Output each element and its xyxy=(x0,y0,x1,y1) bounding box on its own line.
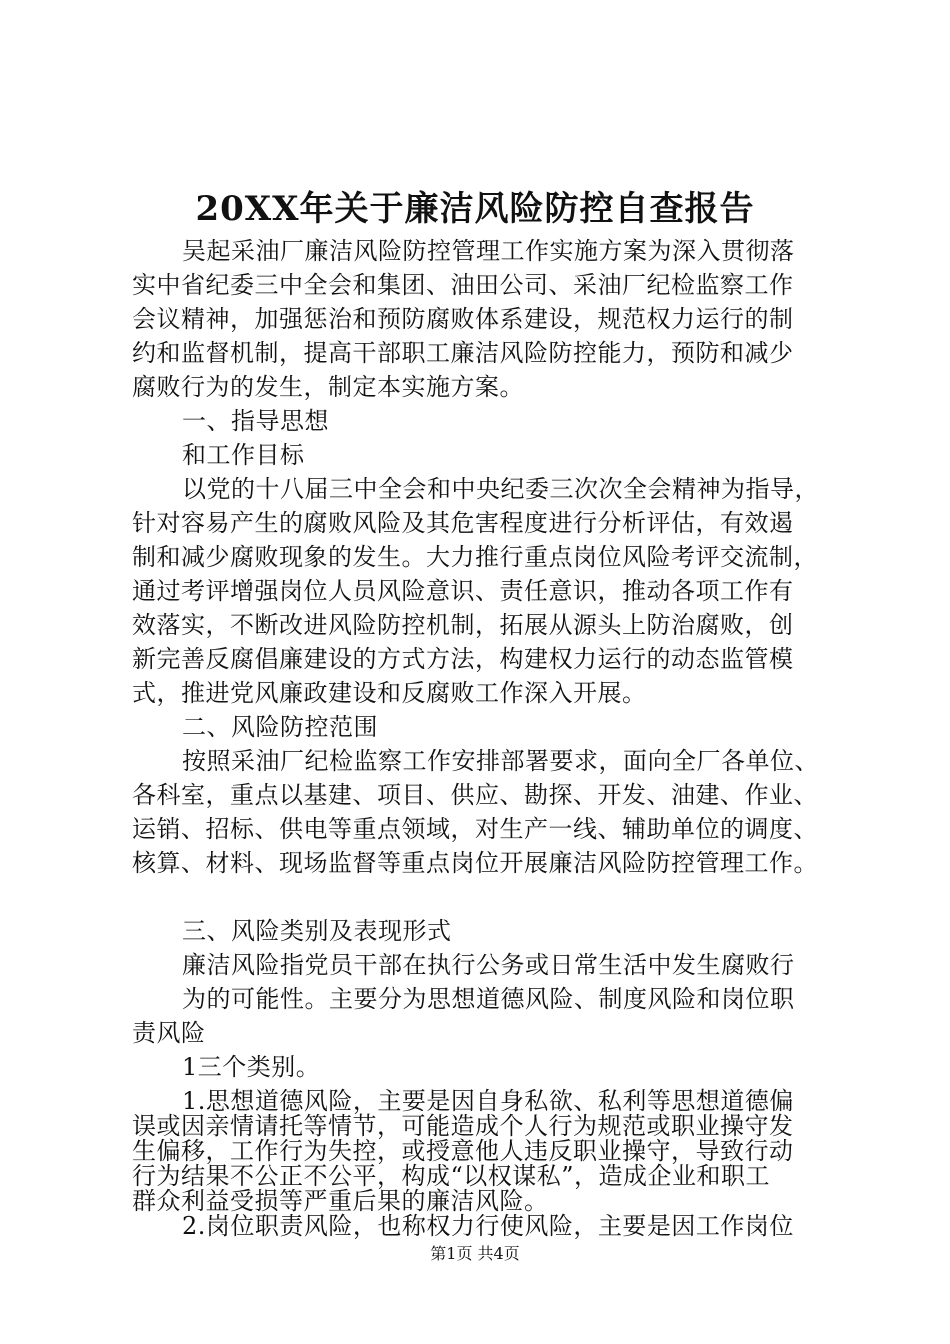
body-line: 误或因亲情请托等情节，可能造成个人行为规范或职业操守发 xyxy=(132,1112,794,1140)
body-line: 廉洁风险指党员干部在执行公务或日常生活中发生腐败行 xyxy=(182,951,795,979)
body-line: 腐败行为的发生，制定本实施方案。 xyxy=(132,373,524,401)
body-line: 1.思想道德风险，主要是因自身私欲、私利等思想道德偏 xyxy=(182,1087,794,1115)
body-line: 式，推进党风廉政建设和反腐败工作深入开展。 xyxy=(132,679,647,707)
body-line: 生偏移，工作行为失控，或授意他人违反职业操守，导致行动 xyxy=(132,1137,794,1165)
body-line: 通过考评增强岗位人员风险意识、责任意识，推动各项工作有 xyxy=(132,577,794,605)
section-heading: 二、风险防控范围 xyxy=(182,713,378,741)
section-heading: 和工作目标 xyxy=(182,441,305,469)
body-line: 责风险 xyxy=(132,1019,206,1047)
body-line: 1三个类别。 xyxy=(182,1053,321,1081)
body-line: 2.岗位职责风险，也称权力行使风险，主要是因工作岗位 xyxy=(182,1212,794,1240)
body-line: 行为结果不公正不公平，构成“以权谋私”，造成企业和职工 xyxy=(132,1162,771,1190)
page-footer: 第1页 共4页 xyxy=(430,1244,520,1263)
body-line: 核算、材料、现场监督等重点岗位开展廉洁风险防控管理工作。 xyxy=(132,849,818,877)
body-line: 各科室，重点以基建、项目、供应、勘探、开发、油建、作业、 xyxy=(132,781,818,809)
body-line: 运销、招标、供电等重点领域，对生产一线、辅助单位的调度、 xyxy=(132,815,818,843)
document-title: 20XX年关于廉洁风险防控自查报告 xyxy=(195,189,755,229)
body-line: 实中省纪委三中全会和集团、油田公司、采油厂纪检监察工作 xyxy=(132,271,794,299)
body-line: 约和监督机制，提高干部职工廉洁风险防控能力，预防和减少 xyxy=(132,339,794,367)
body-line: 会议精神，加强惩治和预防腐败体系建设，规范权力运行的制 xyxy=(132,305,794,333)
body-line: 针对容易产生的腐败风险及其危害程度进行分析评估，有效遏 xyxy=(132,509,794,537)
section-heading: 一、指导思想 xyxy=(182,407,329,435)
body-line: 新完善反腐倡廉建设的方式方法，构建权力运行的动态监管模 xyxy=(132,645,794,673)
body-line: 制和减少腐败现象的发生。大力推行重点岗位风险考评交流制， xyxy=(132,543,818,571)
body-line: 以党的十八届三中全会和中央纪委三次次全会精神为指导， xyxy=(182,475,819,503)
body-line: 群众利益受损等严重后果的廉洁风险。 xyxy=(132,1187,549,1215)
body-line: 按照采油厂纪检监察工作安排部署要求，面向全厂各单位、 xyxy=(182,747,819,775)
section-heading: 三、风险类别及表现形式 xyxy=(182,917,452,945)
body-line: 吴起采油厂廉洁风险防控管理工作实施方案为深入贯彻落 xyxy=(182,237,795,265)
body-line: 为的可能性。主要分为思想道德风险、制度风险和岗位职 xyxy=(182,985,795,1013)
body-line: 效落实，不断改进风险防控机制，拓展从源头上防治腐败，创 xyxy=(132,611,794,639)
